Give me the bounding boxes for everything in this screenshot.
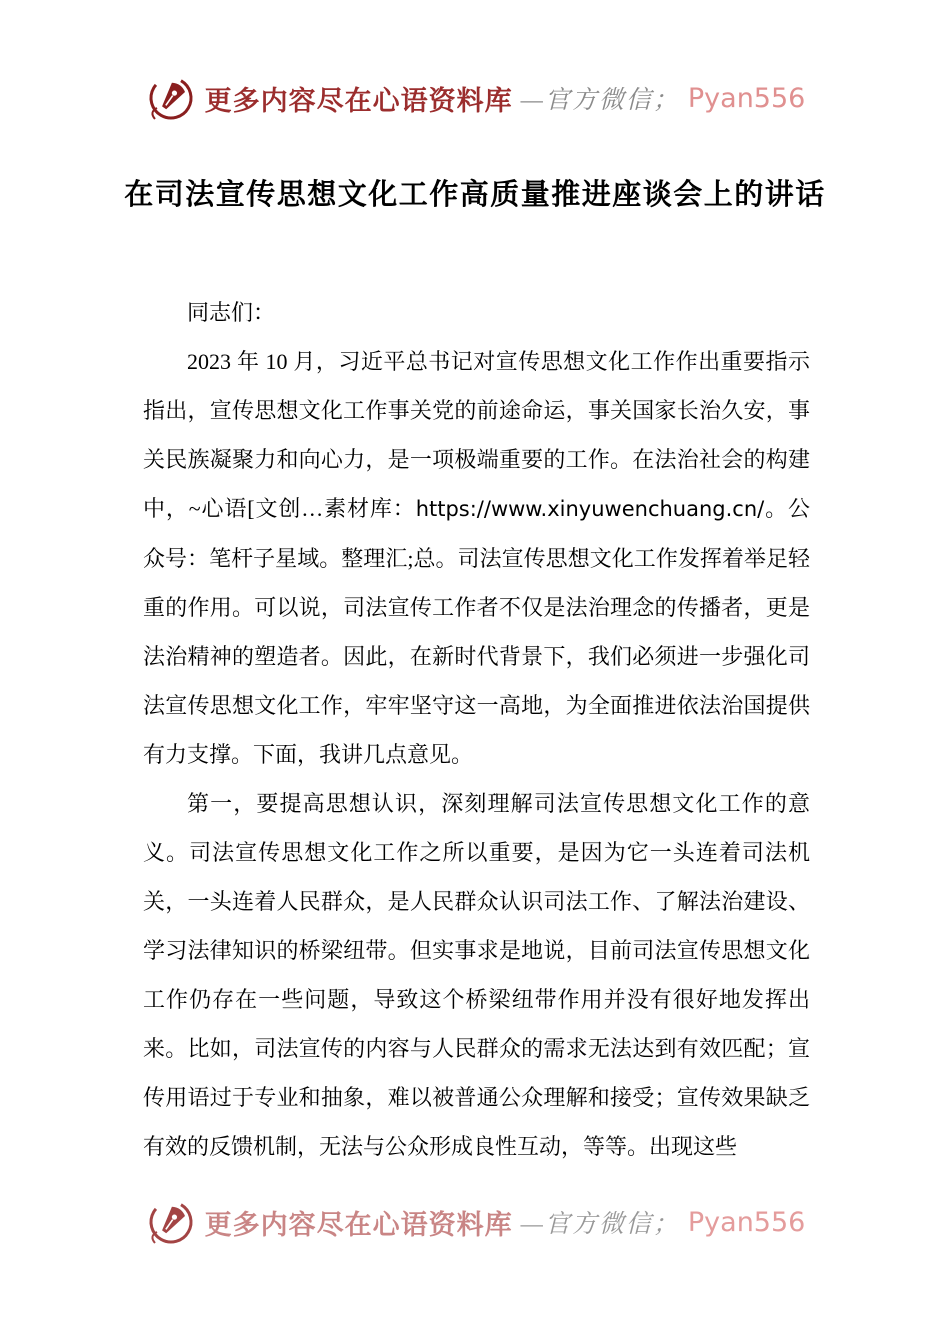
- document-title: 在司法宣传思想文化工作高质量推进座谈会上的讲话: [124, 179, 826, 211]
- page-footer: [0, 1196, 950, 1248]
- paragraph-intro: [143, 337, 810, 779]
- paragraph-intro-text-before-url: 2023 年 10 月，习近平总书记对宣传思想文化工作作出重要指示指出，宣传思想文化工作事关党的前途命运，事关国家长治久安，事关民族凝聚力和向心力，是一项极端重要的工作。在法治社会的构建中，~心语[文创…素材库：: [143, 349, 810, 521]
- page-header: [0, 0, 950, 124]
- pen-circle-logo-icon: [145, 72, 197, 124]
- footer-brand-text: 更多内容尽在心语资料库: [204, 1209, 513, 1240]
- paragraph-salutation: 同志们：: [187, 300, 276, 325]
- header-brand-text: 更多内容尽在心语资料库: [204, 85, 513, 116]
- document-body: [0, 288, 950, 1171]
- header-wechat-label: —官方微信；: [520, 87, 680, 114]
- inline-url: https://www.xinyuwenchuang.cn/: [415, 497, 765, 521]
- header-wechat-id: Pyan556: [687, 82, 806, 114]
- footer-wechat-label: —官方微信；: [520, 1211, 680, 1238]
- paragraph-point-one: 第一，要提高思想认识，深刻理解司法宣传思想文化工作的意义。司法宣传思想文化工作之所以重要，是因为它一头连着司法机关，一头连着人民群众，是人民群众认识司法工作、了解法治建设、学习法律知识的桥梁纽带。但实事求是地说，目前司法宣传思想文化工作仍存在一些问题，导致这个桥梁纽带作用并没有很好地发挥出来。比如，司法宣传的内容与人民群众的需求无法达到有效匹配；宣传用语过于专业和抽象，难以被普通公众理解和接受；宣传效果缺乏有效的反馈机制，无法与公众形成良性互动，等等。出现这些: [143, 791, 810, 1159]
- footer-wechat-id: Pyan556: [687, 1206, 806, 1238]
- paragraph-intro-text-after-url: 。公众号：笔杆子星域。整理汇;总。司法宣传思想文化工作发挥着举足轻重的作用。可以说，司法宣传工作者不仅是法治理念的传播者，更是法治精神的塑造者。因此，在新时代背景下，我们必须进一步强化司法宣传思想文化工作，牢牢坚守这一高地，为全面推进依法治国提供有力支撑。下面，我讲几点意见。: [143, 496, 810, 767]
- pen-circle-logo-icon: [145, 1196, 197, 1248]
